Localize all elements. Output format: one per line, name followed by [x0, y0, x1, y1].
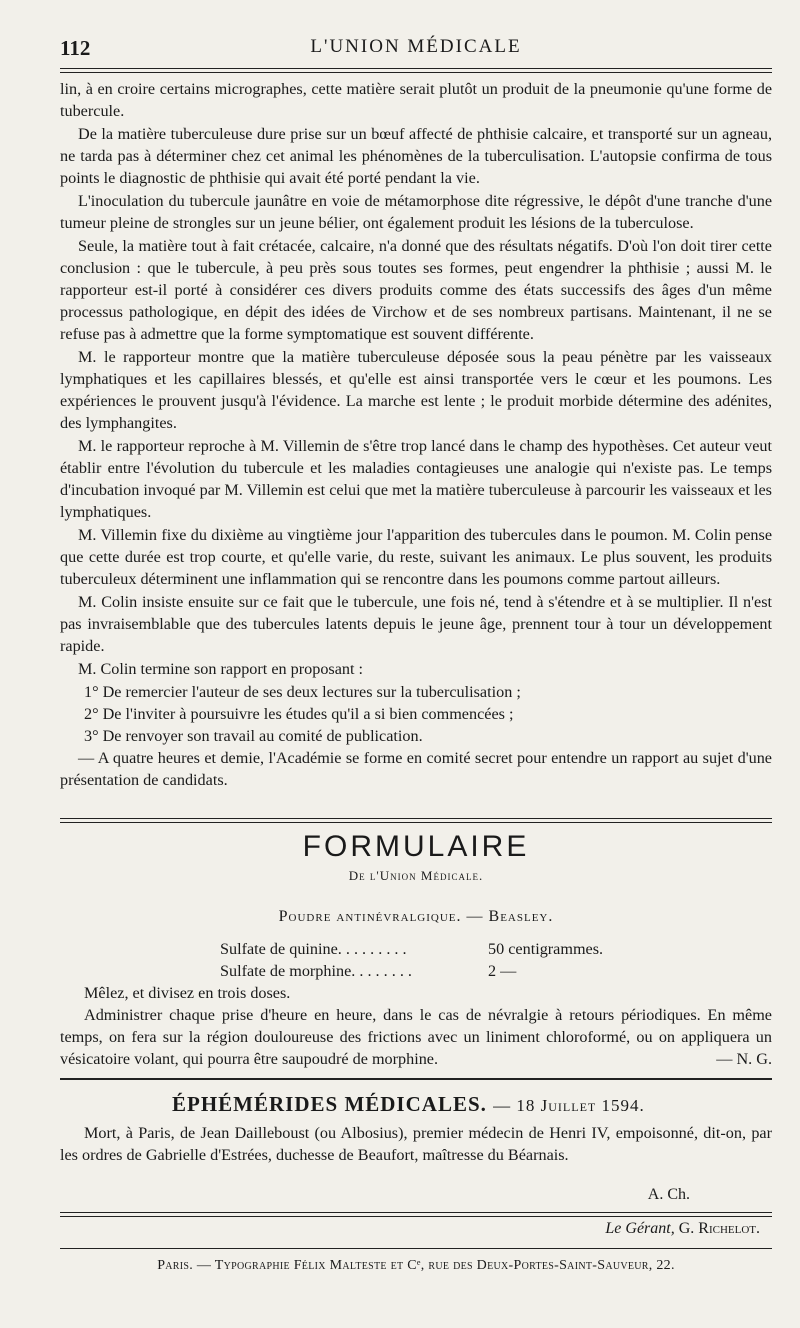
imprint: Paris. — Typographie Félix Malteste et Cᵉ, rue des Deux-Portes-Saint-Sauveur, 22.: [157, 1258, 675, 1273]
running-title: L'UNION MÉDICALE: [310, 36, 522, 57]
administration-text: Administrer chaque prise d'heure en heure, dans le cas de névralgie à retours périodiques. En même temps, on fera sur la région douloureuse des frictions avec un liniment chloroformé, ou on appliquera un vésicatoire volant, qui pourra être saupoudré de morphine.: [60, 1006, 772, 1068]
ephemerides-date: — 18 Juillet 1594.: [493, 1096, 645, 1115]
formulaire-text: [60, 982, 772, 1070]
ingredient-row: [220, 938, 603, 960]
ingredient-list: [220, 938, 603, 982]
ingredient-dose: 2 —: [488, 962, 517, 980]
instruction: Mêlez, et divisez en trois doses.: [84, 984, 291, 1002]
paragraph: lin, à en croire certains micrographes, cette matière serait plutôt un produit de la pneumonie qu'une forme de tubercule.: [60, 80, 772, 120]
ephemerides-rule: [60, 1078, 772, 1080]
paragraph: M. Colin termine son rapport en proposant :: [78, 660, 364, 678]
list-item: 1° De remercier l'auteur de ses deux lectures sur la tuberculisation ;: [84, 683, 521, 701]
ingredient-row: [220, 960, 603, 982]
gerant-line: [605, 1220, 760, 1238]
list-item: 2° De l'inviter à poursuivre les études qu'il a si bien commencées ;: [84, 705, 514, 723]
formulaire-subtitle: De l'Union Médicale.: [348, 868, 484, 883]
page-header: [60, 30, 772, 66]
paragraph: L'inoculation du tubercule jaunâtre en voie de métamorphose dite régressive, le dépôt d'une tranche d'une tumeur pleine de strongles sur un jeune bélier, ont également produit les lésions de la tuberculose.: [60, 192, 772, 232]
section-rule: [60, 818, 772, 823]
paragraph: M. Villemin fixe du dixième au vingtième jour l'apparition des tubercules dans le poumon. M. Colin pense que cette durée est trop courte, et qu'elle varie, du reste, suivant les animaux. Le plus souvent, les produits tuberculeux déterminent une inflammation qui se rencontre dans les poumons comme partout ailleurs.: [60, 526, 772, 588]
ephemerides-text: Mort, à Paris, de Jean Dailleboust (ou Albosius), premier médecin de Henri IV, empoisonné, dit-on, par les ordres de Gabrielle d'Estrées, duchesse de Beaufort, maîtresse du Béarnais.: [60, 1124, 772, 1164]
header-rule: [60, 68, 772, 73]
list-item: 3° De renvoyer son travail au comité de publication.: [84, 727, 423, 745]
closing-paragraph: — A quatre heures et demie, l'Académie se forme en comité secret pour entendre un rapport au sujet d'une présentation de candidats.: [60, 749, 772, 789]
formulaire-signature: — N. G.: [716, 1050, 772, 1068]
recipe-title: Poudre antinévralgique. — Beasley.: [278, 908, 554, 925]
page-number: 112: [60, 36, 91, 60]
gerant-name: G. Richelot.: [678, 1220, 760, 1237]
ingredient-dose: 50 centigrammes.: [488, 940, 604, 958]
ephemerides-title: [172, 1092, 645, 1117]
paragraph: Seule, la matière tout à fait crétacée, calcaire, n'a donné que des résultats négatifs. D'où l'on doit tirer cette conclusion : que le tubercule, à peu près sous toutes ses formes, peut engendrer la phthisie ; aussi M. le rapporteur est-il porté à considérer ces divers produits comme des états successifs des âges d'un même processus pathologique, en dépit des idées de Virchow et de ses nombreux partisans. Maintenant, il ne se refuse pas à admettre que la forme symptomatique est souvent différente.: [60, 237, 772, 343]
ingredient-name: Sulfate de quinine. . . . . . . . .: [220, 940, 407, 958]
footer-rule: [60, 1212, 772, 1217]
ephemerides-heading: ÉPHÉMÉRIDES MÉDICALES.: [172, 1092, 487, 1116]
formulaire-title: FORMULAIRE: [302, 830, 530, 863]
ephemerides-signature: A. Ch.: [647, 1186, 690, 1203]
paragraph: M. Colin insiste ensuite sur ce fait que le tubercule, une fois né, tend à s'étendre et à se multiplier. Il n'est pas invraisemblable que des tubercules latents depuis le jeune âge, prennent tour à tour un développement rapide.: [60, 593, 772, 655]
paragraph: De la matière tuberculeuse dure prise sur un bœuf affecté de phthisie calcaire, et transporté sur un agneau, ne tarda pas à déterminer chez cet animal les phénomènes de la tuberculisation. L'autopsie confirma de tous points le diagnostic de phthisie qui avait été porté pendant la vie.: [60, 125, 772, 187]
ingredient-name: Sulfate de morphine. . . . . . . .: [220, 962, 412, 980]
ephemerides-body: [60, 1122, 772, 1166]
gerant-label: Le Gérant,: [605, 1220, 675, 1237]
paragraph: M. le rapporteur montre que la matière tuberculeuse déposée sous la peau pénètre par les vaisseaux lymphatiques et les capillaires blessés, et qu'elle est ainsi transportée vers le cœur et les poumons. Les expériences le prouvent jusqu'à l'évidence. La marche est lente ; le produit morbide détermine des adénites, des lymphangites.: [60, 348, 772, 432]
article-body: [60, 78, 772, 792]
administration: [60, 1004, 772, 1070]
paragraph: M. le rapporteur reproche à M. Villemin de s'être trop lancé dans le champ des hypothèses. Cet auteur veut établir entre l'évolution du tubercule et les maladies contagieuses une analogie qui n'existe pas. Le temps d'incubation invoqué par M. Villemin est celui que met la matière tuberculeuse à parcourir les vaisseaux et les lymphatiques.: [60, 437, 772, 521]
imprint-rule: [60, 1248, 772, 1249]
